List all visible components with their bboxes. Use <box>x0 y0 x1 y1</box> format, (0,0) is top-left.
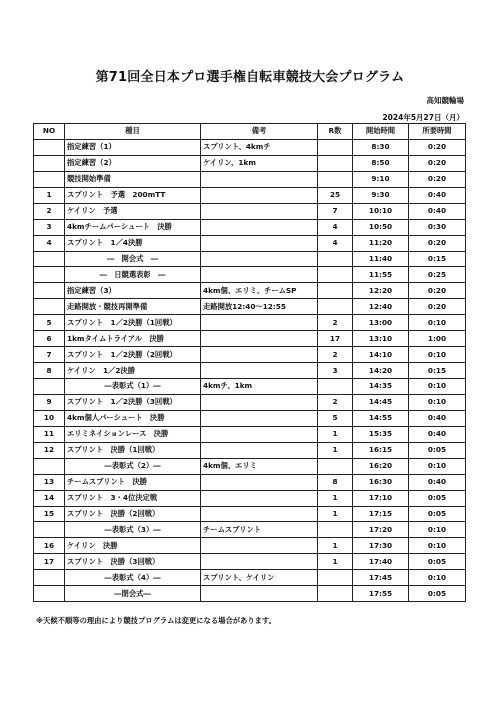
cell-event: スプリント 1／4決勝 <box>65 235 201 251</box>
cell-duration: 0:20 <box>409 235 466 251</box>
cell-note: ケイリン、1km <box>201 155 318 171</box>
cell-no: 3 <box>34 219 65 235</box>
cell-no: 6 <box>34 331 65 347</box>
cell-races: 5 <box>318 410 353 426</box>
cell-event: 指定練習（1） <box>65 139 201 155</box>
cell-no: 16 <box>34 538 65 554</box>
cell-duration: 0:20 <box>409 139 466 155</box>
cell-duration: 0:25 <box>409 267 466 283</box>
cell-races: 1 <box>318 554 353 570</box>
column-header-duration: 所要時間 <box>409 124 466 140</box>
cell-start-time: 17:30 <box>353 538 409 554</box>
cell-event: スプリント 1／2決勝（1回戦） <box>65 315 201 331</box>
cell-start-time: 8:50 <box>353 155 409 171</box>
cell-event: ケイリン 決勝 <box>65 538 201 554</box>
table-row <box>34 538 466 554</box>
cell-no: 7 <box>34 347 65 363</box>
cell-note: 4km個、エリミ、チームSP <box>201 283 318 299</box>
cell-duration: 0:20 <box>409 171 466 187</box>
table-row <box>34 251 466 267</box>
cell-no <box>34 522 65 538</box>
cell-note <box>201 315 318 331</box>
cell-note <box>201 219 318 235</box>
cell-races <box>318 379 353 395</box>
cell-note <box>201 586 318 602</box>
cell-event: 走路開放・競技再開準備 <box>65 299 201 315</box>
cell-note: スプリント、ケイリン <box>201 570 318 586</box>
cell-races: 1 <box>318 426 353 442</box>
cell-races: 1 <box>318 506 353 522</box>
cell-event: ケイリン 予選 <box>65 203 201 219</box>
cell-note <box>201 490 318 506</box>
cell-start-time: 9:30 <box>353 187 409 203</box>
table-row <box>34 394 466 410</box>
cell-races: 1 <box>318 538 353 554</box>
cell-start-time: 14:20 <box>353 363 409 379</box>
cell-duration: 0:15 <box>409 251 466 267</box>
cell-event: ― 開会式 ― <box>65 251 201 267</box>
cell-duration: 0:20 <box>409 299 466 315</box>
event-date: 2024年5月27日（月） <box>382 113 464 122</box>
cell-note: 4km個、エリミ <box>201 458 318 474</box>
program-table <box>33 123 466 602</box>
cell-start-time: 11:40 <box>353 251 409 267</box>
cell-no: 8 <box>34 363 65 379</box>
cell-races <box>318 299 353 315</box>
cell-duration: 0:10 <box>409 570 466 586</box>
cell-races: 1 <box>318 442 353 458</box>
cell-event: スプリント 予選 200mTT <box>65 187 201 203</box>
cell-races: 2 <box>318 347 353 363</box>
cell-races: 4 <box>318 219 353 235</box>
cell-duration: 0:05 <box>409 506 466 522</box>
cell-races <box>318 586 353 602</box>
cell-event: 4kmチームパーシュート 決勝 <box>65 219 201 235</box>
table-row <box>34 267 466 283</box>
table-row <box>34 426 466 442</box>
cell-start-time: 16:30 <box>353 474 409 490</box>
cell-races: 2 <box>318 394 353 410</box>
cell-event: スプリント 1／2決勝（3回戦） <box>65 394 201 410</box>
cell-start-time: 15:35 <box>353 426 409 442</box>
cell-note <box>201 235 318 251</box>
cell-start-time: 17:40 <box>353 554 409 570</box>
cell-races: 1 <box>318 490 353 506</box>
cell-start-time: 17:10 <box>353 490 409 506</box>
cell-no: 4 <box>34 235 65 251</box>
cell-event: スプリント 決勝（1回戦） <box>65 442 201 458</box>
cell-start-time: 13:10 <box>353 331 409 347</box>
cell-races: 8 <box>318 474 353 490</box>
cell-note <box>201 267 318 283</box>
cell-duration: 0:20 <box>409 155 466 171</box>
table-row <box>34 299 466 315</box>
cell-no: 11 <box>34 426 65 442</box>
cell-event: スプリント 3・4位決定戦 <box>65 490 201 506</box>
cell-note <box>201 426 318 442</box>
cell-event: 1kmタイムトライアル 決勝 <box>65 331 201 347</box>
cell-duration: 0:40 <box>409 203 466 219</box>
table-row <box>34 410 466 426</box>
cell-start-time: 10:10 <box>353 203 409 219</box>
table-row <box>34 283 466 299</box>
cell-duration: 0:10 <box>409 522 466 538</box>
page-title: 第71回全日本プロ選手権自転車競技大会プログラム <box>95 70 405 85</box>
table-row <box>34 139 466 155</box>
cell-no <box>34 379 65 395</box>
table-row <box>34 474 466 490</box>
cell-event: 指定練習（2） <box>65 155 201 171</box>
cell-event: ― 日競選表彰 ― <box>65 267 201 283</box>
cell-no <box>34 267 65 283</box>
cell-no <box>34 171 65 187</box>
cell-races <box>318 251 353 267</box>
cell-start-time: 8:30 <box>353 139 409 155</box>
table-row <box>34 586 466 602</box>
cell-no: 15 <box>34 506 65 522</box>
cell-start-time: 16:20 <box>353 458 409 474</box>
table-row <box>34 331 466 347</box>
cell-start-time: 16:15 <box>353 442 409 458</box>
cell-no <box>34 458 65 474</box>
cell-event: スプリント 決勝（3回戦） <box>65 554 201 570</box>
cell-no: 5 <box>34 315 65 331</box>
cell-start-time: 11:20 <box>353 235 409 251</box>
cell-event: スプリント 決勝（2回戦） <box>65 506 201 522</box>
cell-note: 4kmチ、1km <box>201 379 318 395</box>
cell-event: ケイリン 1／2決勝 <box>65 363 201 379</box>
cell-races: 25 <box>318 187 353 203</box>
cell-note <box>201 331 318 347</box>
cell-duration: 0:40 <box>409 474 466 490</box>
cell-start-time: 14:35 <box>353 379 409 395</box>
table-row <box>34 442 466 458</box>
cell-duration: 0:10 <box>409 315 466 331</box>
table-row <box>34 347 466 363</box>
cell-note: スプリント、4kmチ <box>201 139 318 155</box>
table-body <box>34 139 466 601</box>
cell-note <box>201 171 318 187</box>
cell-start-time: 12:20 <box>353 283 409 299</box>
table-row <box>34 235 466 251</box>
table-row <box>34 570 466 586</box>
cell-note <box>201 474 318 490</box>
cell-races: 3 <box>318 363 353 379</box>
cell-note <box>201 554 318 570</box>
cell-races: 7 <box>318 203 353 219</box>
cell-start-time: 14:55 <box>353 410 409 426</box>
table-row <box>34 219 466 235</box>
cell-races <box>318 267 353 283</box>
cell-duration: 0:40 <box>409 187 466 203</box>
cell-duration: 0:15 <box>409 363 466 379</box>
column-header-event: 種目 <box>65 124 201 140</box>
cell-duration: 0:10 <box>409 347 466 363</box>
cell-event: ―表彰式（3）― <box>65 522 201 538</box>
cell-races <box>318 155 353 171</box>
cell-no: 13 <box>34 474 65 490</box>
table-row <box>34 458 466 474</box>
cell-no: 10 <box>34 410 65 426</box>
cell-no: 1 <box>34 187 65 203</box>
table-header-row <box>34 124 466 140</box>
cell-duration: 0:20 <box>409 283 466 299</box>
cell-duration: 0:30 <box>409 219 466 235</box>
cell-start-time: 10:50 <box>353 219 409 235</box>
cell-note <box>201 410 318 426</box>
cell-event: エリミネイションレース 決勝 <box>65 426 201 442</box>
cell-start-time: 17:45 <box>353 570 409 586</box>
column-header-note: 備考 <box>201 124 318 140</box>
cell-note: チームスプリント <box>201 522 318 538</box>
cell-note <box>201 506 318 522</box>
cell-start-time: 14:10 <box>353 347 409 363</box>
cell-duration: 0:05 <box>409 554 466 570</box>
cell-no: 12 <box>34 442 65 458</box>
footnote: ※天候不順等の理由により競技プログラムは変更になる場合があります。 <box>36 616 276 625</box>
cell-duration: 0:10 <box>409 538 466 554</box>
cell-event: ―表彰式（2）― <box>65 458 201 474</box>
table-row <box>34 203 466 219</box>
cell-duration: 0:05 <box>409 586 466 602</box>
cell-start-time: 17:55 <box>353 586 409 602</box>
cell-note <box>201 538 318 554</box>
cell-no <box>34 139 65 155</box>
cell-no <box>34 299 65 315</box>
cell-races: 17 <box>318 331 353 347</box>
cell-event: 競技開始準備 <box>65 171 201 187</box>
cell-event: スプリント 1／2決勝（2回戦） <box>65 347 201 363</box>
column-header-start-time: 開始時間 <box>353 124 409 140</box>
cell-no: 9 <box>34 394 65 410</box>
table-row <box>34 522 466 538</box>
cell-races: 4 <box>318 235 353 251</box>
cell-races <box>318 283 353 299</box>
table-row <box>34 171 466 187</box>
cell-event: チームスプリント 決勝 <box>65 474 201 490</box>
table-row <box>34 315 466 331</box>
cell-start-time: 9:10 <box>353 171 409 187</box>
cell-event: ―閉会式― <box>65 586 201 602</box>
cell-races <box>318 171 353 187</box>
cell-start-time: 13:00 <box>353 315 409 331</box>
table-row <box>34 490 466 506</box>
cell-duration: 0:05 <box>409 442 466 458</box>
cell-event: 4km個人パーシュート 決勝 <box>65 410 201 426</box>
cell-note <box>201 394 318 410</box>
cell-note: 走路開放12:40～12:55 <box>201 299 318 315</box>
cell-no <box>34 586 65 602</box>
table-row <box>34 506 466 522</box>
cell-races <box>318 139 353 155</box>
table-row <box>34 379 466 395</box>
cell-start-time: 17:20 <box>353 522 409 538</box>
cell-duration: 0:40 <box>409 410 466 426</box>
cell-event: ―表彰式（1）― <box>65 379 201 395</box>
cell-no <box>34 283 65 299</box>
cell-duration: 0:05 <box>409 490 466 506</box>
cell-note <box>201 363 318 379</box>
venue-label: 高知競輪場 <box>426 96 464 105</box>
cell-duration: 0:10 <box>409 379 466 395</box>
table-row <box>34 363 466 379</box>
cell-start-time: 17:15 <box>353 506 409 522</box>
cell-start-time: 11:55 <box>353 267 409 283</box>
cell-no: 17 <box>34 554 65 570</box>
cell-no <box>34 155 65 171</box>
column-header-races: R数 <box>318 124 353 140</box>
cell-note <box>201 251 318 267</box>
cell-no: 2 <box>34 203 65 219</box>
cell-duration: 0:40 <box>409 426 466 442</box>
table-row <box>34 187 466 203</box>
cell-duration: 1:00 <box>409 331 466 347</box>
cell-no <box>34 251 65 267</box>
cell-note <box>201 347 318 363</box>
cell-races <box>318 458 353 474</box>
cell-no: 14 <box>34 490 65 506</box>
cell-note <box>201 187 318 203</box>
cell-event: 指定練習（3） <box>65 283 201 299</box>
column-header-no: NO <box>34 124 65 140</box>
cell-start-time: 14:45 <box>353 394 409 410</box>
cell-duration: 0:10 <box>409 394 466 410</box>
cell-no <box>34 570 65 586</box>
table-row <box>34 554 466 570</box>
cell-note <box>201 442 318 458</box>
cell-note <box>201 203 318 219</box>
cell-races <box>318 522 353 538</box>
cell-races: 2 <box>318 315 353 331</box>
cell-start-time: 12:40 <box>353 299 409 315</box>
cell-duration: 0:10 <box>409 458 466 474</box>
cell-event: ―表彰式（4）― <box>65 570 201 586</box>
table-row <box>34 155 466 171</box>
cell-races <box>318 570 353 586</box>
